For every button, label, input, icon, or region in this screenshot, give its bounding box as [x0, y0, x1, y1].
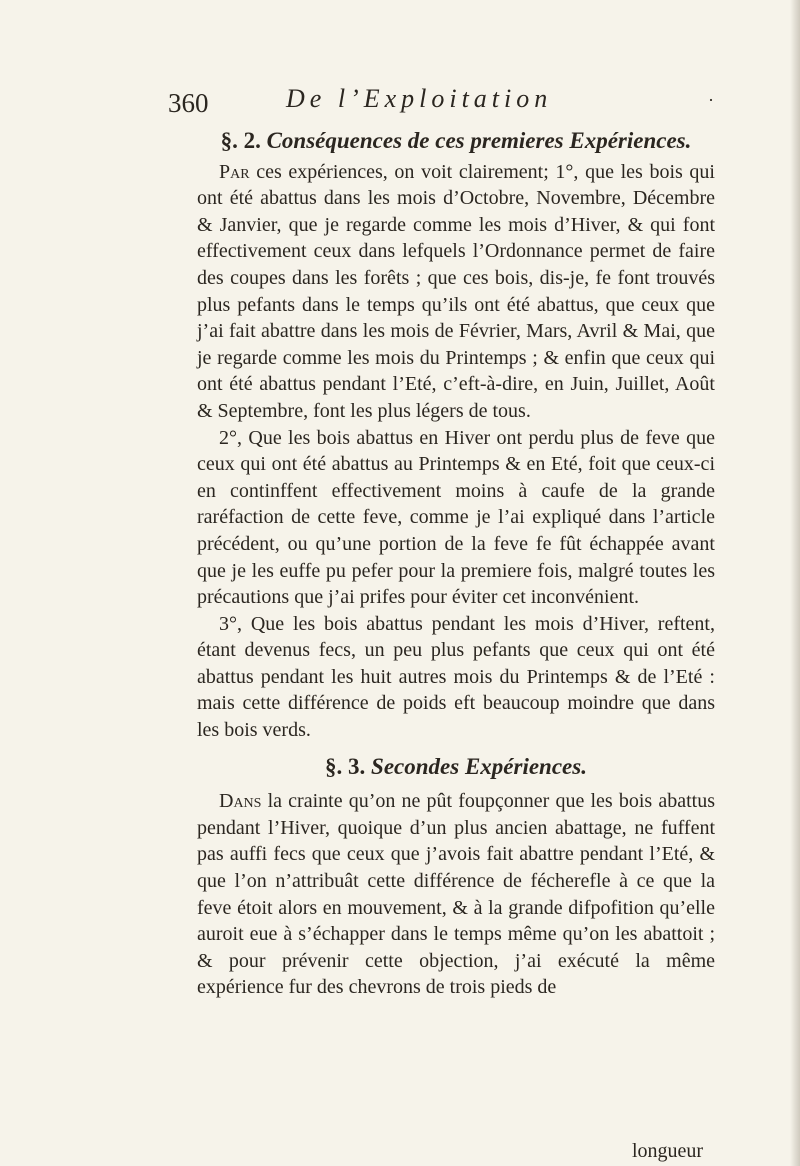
paragraph-text: 3°, Que les bois abattus pendant les mois d’Hiver, reftent, étant devenus fecs, un peu plus pefants que ceux qui ont été abattus pendant les huit autres mois du Printemps & de l’Eté : mais cette différence de poids eft beaucoup moindre que dans les bois verds.	[197, 612, 715, 742]
paragraph-lead-word: Dans	[219, 790, 262, 813]
running-title: De l’Exploitation	[286, 84, 553, 113]
paragraph-text: 2°, Que les bois abattus en Hiver ont perdu plus de feve que ceux qui ont été abattus au Printemps & en Eté, foit que ceux-ci en continffent effectivement moins à caufe de la grande raréfaction de cette feve, comme je l’ai expliqué dans l’article précédent, ou qu’une portion de la feve fe fût échappée avant que je les euffe pu pefer pour la premiere fois, malgré toutes les précautions que j’ai prifes pour éviter cet inconvénient.	[197, 426, 715, 609]
section-title: Conséquences de ces premieres Expériences.	[266, 128, 692, 153]
paragraph-lead-word: Par	[219, 160, 250, 183]
paragraph	[197, 425, 715, 611]
section-number: §. 3.	[325, 753, 366, 779]
paragraph-text: ces expériences, on voit clairement; 1°, que les bois qui ont été abattus dans les mois d’Octobre, Novembre, Décembre & Janvier, que je regarde comme les mois d’Hiver, & qui font effectivement ceux dans lefquels l’Ordonnance permet de faire des coupes dans les forêts ; que ces bois, dis-je, fe font trouvés plus pefants dans le temps qu’ils ont été abattus, que ceux que j’ai fait abattre dans les mois de Février, Mars, Avril & Mai, que je regarde comme les mois du Printemps ; & enfin que ceux qui ont été abattus pendant l’Eté, c’eft-à-dire, en Juin, Juillet, Août & Septembre, font les plus légers de tous.	[197, 160, 715, 422]
section-number: §. 2.	[220, 128, 261, 153]
catchword: longueur	[632, 1140, 704, 1162]
paragraph	[197, 788, 715, 1001]
paragraph	[197, 159, 715, 425]
page-edge-shadow	[790, 0, 800, 1166]
body-text	[197, 128, 715, 1001]
page-number: 360	[168, 88, 209, 118]
paragraph	[197, 611, 715, 744]
section-heading	[197, 754, 715, 781]
section-heading	[197, 128, 715, 155]
page-header	[168, 82, 714, 122]
section-title: Secondes Expériences.	[371, 753, 587, 779]
paragraph-text: la crainte qu’on ne pût foupçonner que les bois abattus pendant l’Hiver, quoique d’un plus ancien abattage, ne fuffent pas auffi fecs que ceux que j’avois fait abattre pendant l’Eté, & que l’on n’attribuât cette différence de fécherefle à ce que la feve étoit alors en mouvement, & à la grande difpofition qu’elle auroit eue à s’échapper dans le temps même qu’on les abattoit ; & pour prévenir cette objection, j’ai exécuté la même expérience fur des chevrons de trois pieds de	[197, 790, 715, 999]
header-mark: ·	[708, 90, 714, 110]
